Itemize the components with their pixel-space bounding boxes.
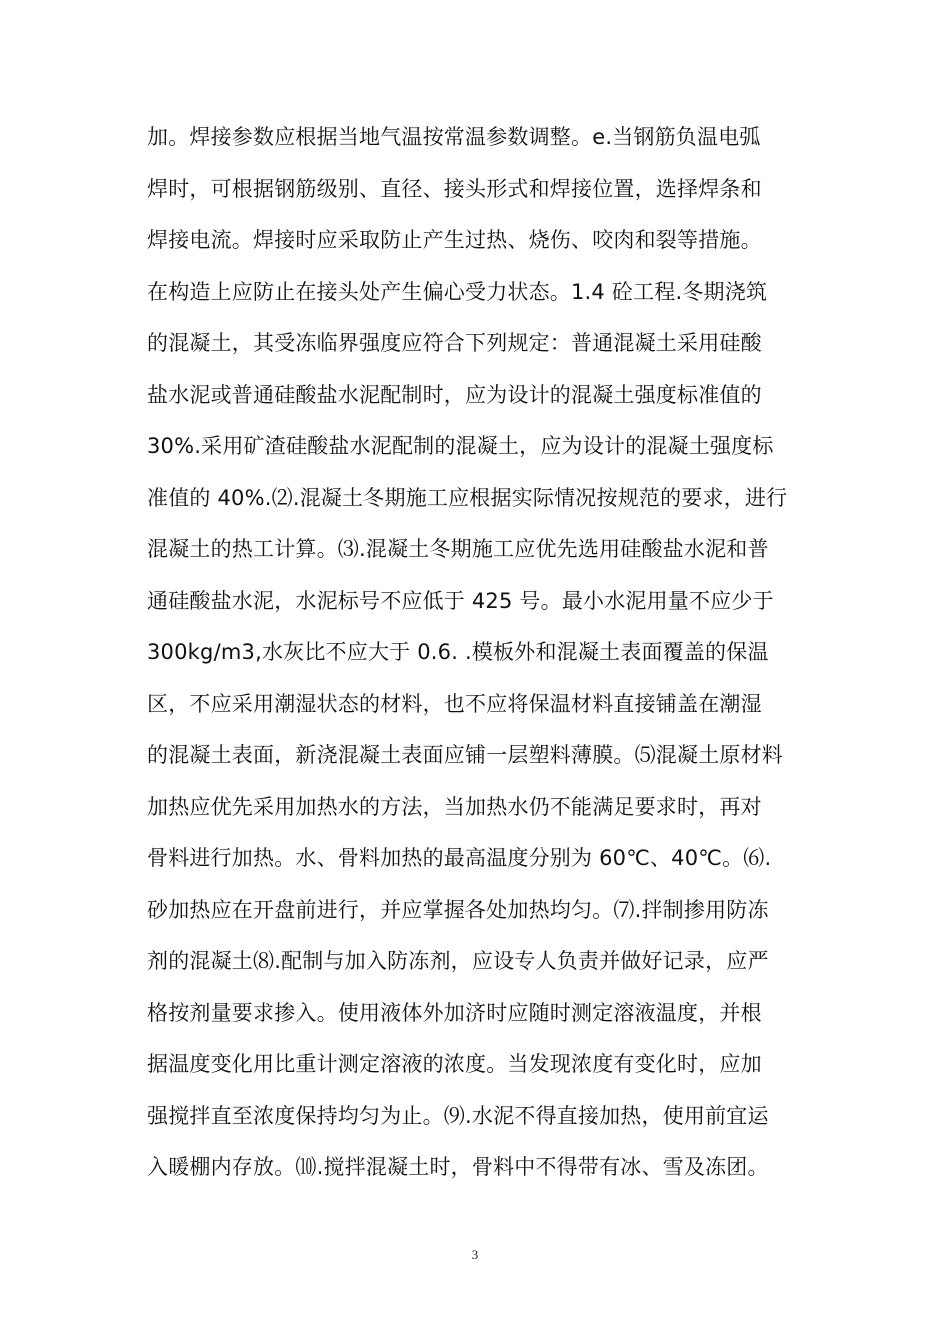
text-line: 300kg/m3,水灰比不应大于 0.6. .模板外和混凝土表面覆盖的保温	[147, 640, 769, 664]
text-line: 加。焊接参数应根据当地气温按常温参数调整。e.当钢筋负温电弧	[147, 125, 761, 149]
text-line: 强搅拌直至浓度保持均匀为止。⑼.水泥不得直接加热，使用前宜运	[147, 1103, 769, 1128]
text-line: 骨料进行加热。水、骨料加热的最高温度分别为 60℃、40℃。⑹.	[147, 846, 772, 870]
text-line: 的混凝土，其受冻临界强度应符合下列规定：普通混凝土采用硅酸	[147, 331, 762, 355]
text-line: 准值的 40%.⑵.混凝土冬期施工应根据实际情况按规范的要求，进行	[147, 485, 788, 510]
text-line: 砂加热应在开盘前进行，并应掌握各处加热均匀。⑺.拌制掺用防冻	[147, 897, 769, 922]
text-line: 格按剂量要求掺入。使用液体外加济时应随时测定溶液温度，并根	[147, 1000, 762, 1025]
text-line: 加热应优先采用加热水的方法，当加热水仍不能满足要求时，再对	[147, 794, 762, 819]
text-line: 区，不应采用潮湿状态的材料，也不应将保温材料直接铺盖在潮湿	[147, 691, 762, 716]
text-line: 30%.采用矿渣硅酸盐水泥配制的混凝土，应为设计的混凝土强度标	[147, 434, 774, 458]
text-line: 焊时，可根据钢筋级别、直径、接头形式和焊接位置，选择焊条和	[147, 176, 762, 201]
body-text	[147, 118, 817, 1200]
text-line: 盐水泥或普通硅酸盐水泥配制时，应为设计的混凝土强度标准值的	[147, 382, 762, 407]
text-line: 在构造上应防止在接头处产生偏心受力状态。1.4 砼工程.冬期浇筑	[147, 279, 768, 304]
text-line: 据温度变化用比重计测定溶液的浓度。当发现浓度有变化时，应加	[147, 1052, 762, 1076]
text-line: 入暖棚内存放。⑽.搅拌混凝土时，骨料中不得带有冰、雪及冻团。	[147, 1155, 769, 1179]
text-line: 通硅酸盐水泥，水泥标号不应低于 425 号。最小水泥用量不应少于	[147, 588, 774, 613]
text-line: 的混凝土表面，新浇混凝土表面应铺一层塑料薄膜。⑸混凝土原材料	[147, 743, 783, 767]
text-line: 焊接电流。焊接时应采取防止产生过热、烧伤、咬肉和裂等措施。	[147, 228, 762, 252]
text-line: 混凝土的热工计算。⑶.混凝土冬期施工应优先选用硅酸盐水泥和普	[147, 537, 769, 561]
page-number: 3	[471, 1247, 479, 1262]
text-line: 剂的混凝土⑻.配制与加入防冻剂，应设专人负责并做好记录，应严	[147, 949, 769, 973]
